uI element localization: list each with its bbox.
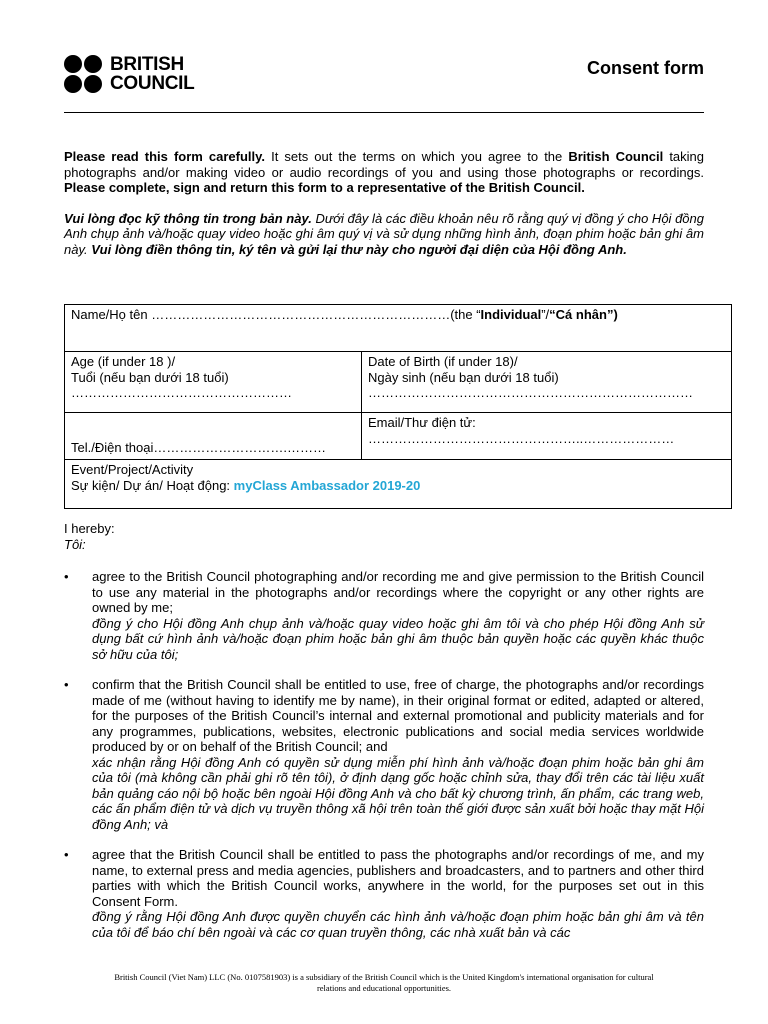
intro-section — [64, 149, 704, 257]
logo-dots-icon — [64, 55, 102, 93]
personal-info-table — [64, 304, 732, 509]
age-field[interactable]: Age (if under 18 )/ Tuổi (nếu bạn dưới 18 tuổi) …………………………………………… — [65, 352, 362, 413]
list-item: • agree to the British Council photographing and/or recording me and give permission to the British Council to use any material in the photographs and/or recordings where the copyright or any other rights are owned by me; đồng ý cho Hội đồng Anh chụp ảnh và/hoặc quay video hoặc ghi âm tôi và cho phép Hội đồng Anh sử dụng bất cứ hình ảnh và/hoặc đoạn phim hoặc bản ghi âm thuộc bản quyền hoặc các quyền khác thuộc sở hữu của tôi; — [64, 569, 704, 662]
page-footer — [40, 972, 728, 994]
hereby-english: I hereby: — [64, 521, 115, 536]
list-item: • agree that the British Council shall be entitled to pass the photographs and/or recordings of me, and my name, to external press and media agencies, publishers and broadcasters, and to partners and other third parties with which the British Council works, anywhere in the world, for the purposes set out in this Consent Form. đồng ý rằng Hội đồng Anh được quyền chuyển các hình ảnh và/hoặc đoạn phim hoặc bản ghi âm và tên của tôi để báo chí bên ngoài và các cơ quan truyền thông, các nhà xuất bản và các — [64, 847, 704, 940]
logo-line2: COUNCIL — [110, 73, 195, 94]
event-value: myClass Ambassador 2019-20 — [233, 477, 421, 493]
intro-english: Please read this form carefully. It sets out the terms on which you agree to the British Council taking photographs and/or making video or audio recordings of you and using those photographs or recordings. Please complete, sign and return this form to a representative of the British Council. — [64, 149, 705, 195]
bullet-icon: • — [64, 677, 69, 692]
intro-vietnamese: Vui lòng đọc kỹ thông tin trong bản này. Dưới đây là các điều khoản nêu rõ rằng quý vị đồng ý cho Hội đồng Anh chụp ảnh và/hoặc quay video hoặc ghi âm quý vị và sử dụng những hình ảnh, đoạn phim hoặc bản ghi âm này. Vui lòng điền thông tin, ký tên và gửi lại thư này cho người đại diện của Hội đồng Anh. — [64, 210, 704, 257]
page-header — [64, 52, 704, 97]
form-title: Consent form — [587, 58, 704, 78]
event-field[interactable]: Event/Project/Activity Sự kiện/ Dự án/ Hoạt động: myClass Ambassador 2019-20 — [65, 460, 732, 509]
bullet-icon: • — [64, 569, 69, 584]
list-item: • confirm that the British Council shall be entitled to use, free of charge, the photographs and/or recordings made of me (without having to identify me by name), in their original format or edited, adapted or altered, for the purposes of the British Council’s internal and external promotional and publicity materials and for any programmes, publications, websites, electronic publications and social media services worldwide produced by or on behalf of the British Council; and xác nhận rằng Hội đồng Anh có quyền sử dụng miễn phí hình ảnh và/hoặc đoạn phim hoặc bản ghi âm của tôi (mà không cần phải ghi rõ tên tôi), ở định dạng gốc hoặc chỉnh sửa, thay đổi trên các tài liệu xuất bản quảng cáo nội bộ hoặc bên ngoài Hội đồng Anh và cho bất kỳ chương trình, ấn phẩm, các trang web, các ấn phẩm điện tử và dịch vụ truyền thông xã hội trên toàn thế giới được sản xuất bởi hoặc thay mặt Hội đồng Anh; và — [64, 677, 704, 832]
bullet-icon: • — [64, 847, 69, 862]
phone-field[interactable]: Tel./Điện thoại………………………….……… — [65, 413, 362, 460]
footer-line1: British Council (Viet Nam) LLC (No. 0107581903) is a subsidiary of the British Council which is the United Kingdom's international organisation for cultural — [114, 972, 654, 982]
date-of-birth-field[interactable]: Date of Birth (if under 18)/ Ngày sinh (nếu bạn dưới 18 tuổi) ………………………………………………………………… — [362, 352, 732, 413]
header-divider — [64, 112, 704, 113]
consent-terms-list — [64, 569, 704, 955]
logo-line1: BRITISH — [110, 54, 184, 75]
email-field[interactable]: Email/Thư điện tử: …………………………………………..………………… — [362, 413, 732, 460]
footer-line2: relations and educational opportunities. — [316, 983, 452, 993]
british-council-logo — [64, 55, 194, 93]
name-field[interactable]: Name/Họ tên ……………………………………………………………(the “Individual”/“Cá nhân”) — [65, 305, 732, 352]
hereby-vietnamese: Tôi: — [64, 537, 86, 552]
hereby-section — [64, 521, 115, 553]
